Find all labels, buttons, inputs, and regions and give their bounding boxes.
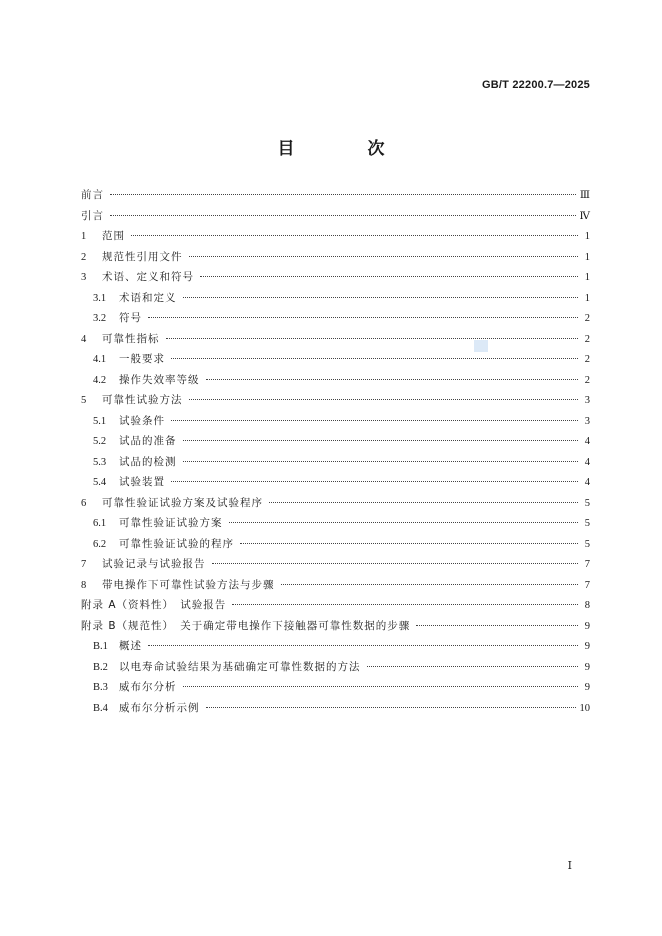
toc-entry-page: 2	[584, 333, 590, 345]
toc-entry-page: 1	[584, 292, 590, 304]
toc-entry-label: 术语、定义和符号	[102, 271, 194, 283]
toc-entry-label: 可靠性验证试验方案	[119, 517, 223, 529]
toc-entry[interactable]	[81, 556, 590, 577]
toc-entry-page: 1	[584, 272, 590, 283]
toc-leader-dots	[206, 707, 576, 708]
toc-entry[interactable]	[81, 577, 590, 598]
toc-entry[interactable]	[81, 515, 590, 536]
toc-entry[interactable]	[81, 290, 590, 311]
toc-entry-number: B.3	[93, 682, 108, 693]
toc-entry-page: Ⅳ	[579, 210, 590, 222]
toc-leader-dots	[367, 666, 579, 667]
toc-leader-dots	[171, 481, 578, 482]
toc-entry[interactable]	[81, 433, 590, 454]
toc-entry-label: 概述	[119, 640, 142, 652]
toc-entry-label: 以电寿命试验结果为基础确定可靠性数据的方法	[119, 660, 361, 673]
toc-entry[interactable]	[81, 679, 590, 700]
toc-entry[interactable]	[81, 331, 590, 352]
page-number: Ⅰ	[567, 860, 572, 872]
toc-entry-label: 前言	[81, 189, 104, 201]
toc-title: 目 次	[277, 139, 413, 159]
toc-entry-label: 可靠性验证试验方案及试验程序	[102, 496, 263, 509]
toc-leader-dots	[148, 645, 578, 646]
toc-leader-dots	[232, 604, 578, 605]
toc-entry-number: 5.3	[93, 456, 107, 468]
toc-entry-label: 引言	[81, 209, 104, 222]
toc-leader-dots	[171, 358, 578, 359]
toc-entry-page: 4	[584, 436, 590, 447]
toc-entry-number: 4.1	[93, 354, 107, 365]
toc-entry-label: 可靠性验证试验的程序	[119, 537, 234, 550]
toc-leader-dots	[110, 215, 576, 216]
toc-entry-page: 5	[584, 497, 590, 509]
toc-entry-label: 试品的准备	[119, 435, 177, 447]
toc-entry[interactable]	[81, 474, 590, 495]
toc-leader-dots	[183, 461, 579, 462]
toc-leader-dots	[189, 399, 579, 400]
toc-entry-label: 试验记录与试验报告	[102, 558, 206, 570]
toc-entry-label: 术语和定义	[119, 291, 177, 304]
toc-entry-number: 7	[81, 559, 87, 570]
toc-leader-dots	[148, 317, 578, 318]
toc-entry-number: 8	[81, 579, 87, 591]
toc-entry-page: 4	[584, 477, 590, 488]
toc-entry-page: 5	[584, 538, 590, 550]
toc-leader-dots	[171, 420, 578, 421]
toc-entry[interactable]	[81, 659, 590, 680]
standard-number: GB/T 22200.7—2025	[482, 79, 590, 91]
toc-entry-label: 威布尔分析	[119, 681, 177, 693]
toc-leader-dots	[183, 297, 579, 298]
toc-entry-page: 7	[584, 579, 590, 591]
toc-entry-label: 带电操作下可靠性试验方法与步骤	[102, 578, 275, 591]
toc-entry-number: B.1	[93, 641, 108, 652]
toc-leader-dots	[110, 194, 576, 195]
toc-entry[interactable]	[81, 310, 590, 331]
toc-entry-page: 1	[584, 231, 590, 242]
toc-entry-number: 5.2	[93, 436, 107, 447]
toc-entry-label: 威布尔分析示例	[119, 701, 200, 714]
toc-entry[interactable]	[81, 638, 590, 659]
toc-entry-page: 9	[584, 682, 590, 693]
toc-leader-dots	[166, 338, 579, 339]
toc-entry[interactable]	[81, 372, 590, 393]
toc-entry-number: 5.4	[93, 477, 107, 488]
toc-entry[interactable]	[81, 392, 590, 413]
toc-entry[interactable]	[81, 413, 590, 434]
toc-entry-label: 可靠性试验方法	[102, 394, 183, 406]
toc-entry[interactable]	[81, 597, 590, 618]
toc-entry-page: 8	[584, 600, 590, 611]
toc-entry-page: 4	[584, 456, 590, 468]
toc-entry-page: 9	[584, 661, 590, 673]
toc-entry-label: 范围	[102, 230, 125, 242]
toc-entry-label: 附录 A（资料性） 试验报告	[81, 599, 227, 611]
toc-entry-number: 4.2	[93, 374, 107, 386]
toc-entry-page: 9	[584, 641, 590, 652]
toc-entry[interactable]	[81, 536, 590, 557]
toc-leader-dots	[183, 686, 579, 687]
toc-entry[interactable]	[81, 454, 590, 475]
toc-entry-number: 5.1	[93, 415, 107, 427]
toc-entry-label: 附录 B（规范性） 关于确定带电操作下接触器可靠性数据的步骤	[81, 619, 411, 632]
toc-entry[interactable]	[81, 187, 590, 208]
toc-entry-page: 9	[584, 620, 590, 632]
toc-entry-number: 3.2	[93, 313, 107, 324]
toc-entry-label: 操作失效率等级	[119, 373, 200, 386]
toc-entry-number: 2	[81, 251, 87, 263]
toc-leader-dots	[212, 563, 579, 564]
toc-entry-number: 6.1	[93, 518, 107, 529]
toc-entry-number: 5	[81, 395, 87, 406]
toc-entry-number: 4	[81, 333, 87, 345]
toc-leader-dots	[281, 584, 579, 585]
toc-entry-number: 6.2	[93, 538, 107, 550]
toc-leader-dots	[183, 440, 579, 441]
toc-leader-dots	[240, 543, 578, 544]
toc-entry[interactable]	[81, 495, 590, 516]
toc-leader-dots	[206, 379, 579, 380]
toc-entry-label: 可靠性指标	[102, 332, 160, 345]
toc-entry-number: B.4	[93, 702, 108, 714]
toc-entry[interactable]	[81, 351, 590, 372]
toc-entry-label: 符号	[119, 312, 142, 324]
toc-leader-dots	[416, 625, 578, 626]
toc-entry-number: B.2	[93, 661, 108, 673]
toc-entry-page: 7	[584, 559, 590, 570]
toc-leader-dots	[131, 235, 578, 236]
toc-entry-page: 3	[584, 395, 590, 406]
toc-entry[interactable]	[81, 618, 590, 639]
toc-leader-dots	[189, 256, 579, 257]
toc-entry-page: 5	[584, 518, 590, 529]
toc-entry[interactable]	[81, 249, 590, 270]
table-of-contents	[81, 187, 590, 720]
toc-entry[interactable]	[81, 208, 590, 229]
toc-leader-dots	[269, 502, 578, 503]
toc-entry-label: 试验条件	[119, 414, 165, 427]
toc-entry-page: 2	[584, 313, 590, 324]
toc-entry-page: 1	[584, 251, 590, 263]
toc-entry-page: Ⅲ	[579, 190, 590, 201]
toc-entry[interactable]	[81, 269, 590, 290]
toc-entry-page: 2	[584, 354, 590, 365]
toc-entry-label: 试验装置	[119, 476, 165, 488]
toc-entry-number: 3.1	[93, 292, 107, 304]
toc-entry-number: 3	[81, 272, 87, 283]
toc-entry-label: 规范性引用文件	[102, 250, 183, 263]
toc-entry-number: 1	[81, 231, 87, 242]
toc-entry-page: 2	[584, 374, 590, 386]
toc-leader-dots	[200, 276, 578, 277]
toc-entry-label: 一般要求	[119, 353, 165, 365]
toc-entry[interactable]	[81, 228, 590, 249]
toc-entry-label: 试品的检测	[119, 455, 177, 468]
toc-entry-number: 6	[81, 497, 87, 509]
toc-entry-page: 3	[584, 415, 590, 427]
toc-entry-page: 10	[579, 702, 590, 714]
toc-entry[interactable]	[81, 700, 590, 721]
toc-leader-dots	[229, 522, 579, 523]
